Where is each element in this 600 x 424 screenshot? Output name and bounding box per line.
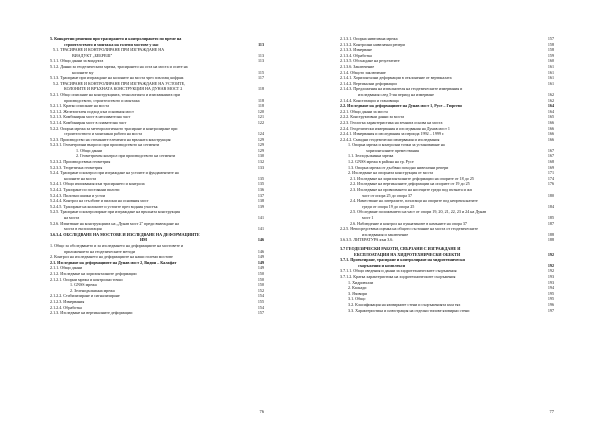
toc-entry-page: 167 (547, 153, 554, 159)
toc-entry (340, 237, 554, 243)
toc-entry-title: КОЛОНИТЕ И ВРЪХНАТА КОНСТРУКЦИЯ НА ДУНАВ МОСТ 2 (64, 86, 183, 92)
toc-entry-page: 158 (547, 41, 554, 47)
toc-entry-title: 5.2.5. Трасиране и контролиране при изграждане на връхната конструкция (50, 209, 180, 215)
toc-entry-title: 5.2.4.5. Трасиране на колоните и устоите през водния участък (50, 203, 158, 209)
toc-entry-title: 2.1.3.3. Измерване (340, 47, 372, 53)
toc-entry-title: колоните на моста (64, 175, 97, 181)
toc-entry-title: 2.1.4.2. Вертикални деформации (340, 80, 397, 86)
toc-entry-page: 171 (547, 170, 554, 176)
toc-entry-page: 166 (547, 131, 554, 137)
toc-entry-title: 2.1.4.3. Предложения на изпълнителя на геодезическите измервания и (340, 86, 463, 92)
toc-entry-title: мост 1 (362, 215, 374, 220)
toc-entry-page: 141 (257, 226, 264, 232)
toc-entry-page: 120 (257, 108, 264, 114)
toc-entry-page: 137 (257, 192, 264, 198)
toc-entry-page: 166 (547, 119, 554, 125)
toc-entry-page: 154 (257, 304, 264, 310)
toc-entry-title: 2.2. Изследване на вертикалните деформации на опорите от 19 до 25 (350, 181, 470, 187)
toc-entry (50, 310, 264, 316)
toc-entry-page: 118 (258, 86, 264, 92)
toc-entry-title: 2.1. Изследване на хоризонталните деформации на опорите от 18 до 25 (350, 175, 474, 181)
toc-entry-title: 5.2.3.3. Теоретична геометрия (50, 164, 103, 170)
toc-entry-title: на моста (64, 215, 80, 220)
toc-entry-page: 135 (257, 175, 264, 181)
toc-entry-title: 5.2.1. Общо описание на конструкцията, технологията и изискванията при (50, 91, 180, 97)
toc-entry-title: 2.1.3.6. Заключение (340, 63, 375, 69)
toc-entry-page: 192 (547, 268, 554, 274)
toc-entry-page: 192 (547, 262, 554, 268)
toc-entry-title: 2. Изследване на опорната конструкция от моста (348, 170, 434, 176)
toc-entry-title: 2.1.4.4. Констатации и становища (340, 97, 399, 103)
toc-entry-title: 5.1.1. Общи данни за виадукта (50, 58, 104, 64)
toc-entry-title: 5.2.1.3. Комбиниран мост в неплавателна част (50, 114, 131, 120)
toc-entry-title: хоризонталните премествания (366, 147, 419, 153)
toc-entry-title: 1. GNSS мрежа (70, 282, 97, 288)
toc-entry-title: 2.1.2.1. Опорни мрежа и контролни точки (50, 276, 123, 282)
toc-entry-page: 154 (257, 293, 264, 299)
toc-entry-page: 118 (258, 103, 264, 109)
toc-entry-page: 136 (257, 187, 264, 193)
toc-entry-page: 113 (258, 52, 264, 58)
toc-entry-title: 2.1.2.4. Обработка (50, 304, 82, 310)
toc-entry-page: 149 (257, 254, 264, 260)
toc-entry-title: 5.2.1.1. Кратко описание на моста (50, 103, 110, 109)
toc-entry-title: 1.1. Зелзодълкинна мрежа (348, 153, 394, 159)
page-number-right: 77 (549, 409, 554, 414)
toc-entry-page: 185 (547, 215, 554, 220)
toc-entry-page: 129 (257, 142, 264, 148)
toc-entry-title: съоръжения и комплекси (358, 262, 405, 268)
toc-entry-title: 1. Хидровъзли (348, 279, 374, 285)
toc-entry-title: 2. Зеленодълкинна мрежа (70, 287, 115, 293)
toc-entry-title: изследвания и заключение (362, 231, 409, 237)
toc-entry-page: 115 (258, 69, 264, 75)
toc-entry-title: 2.4. Наместване на латералите, плъзгащи на опорите под непрекъснатите (350, 198, 478, 204)
toc-entry-title: 2.5. Обследване положението на част от опори 19, 20, 21, 22, 23 и 24 на Дунав (350, 209, 487, 215)
toc-entry-page: 180 (547, 192, 554, 198)
toc-entry-page: 164 (547, 108, 554, 114)
toc-entry-title: 2. Каскади (348, 285, 367, 291)
toc-entry-page: 193 (547, 273, 554, 279)
toc-entry-title: 2.1.1. Общи данни (50, 265, 83, 271)
toc-entry-page: 176 (547, 181, 554, 187)
toc-entry-title: 3.1. Общо (348, 296, 366, 302)
toc-entry-title: 2.1. Изследване на деформациите на Дунав мост 2, Видин – Калафат (50, 259, 177, 265)
toc-entry-page: 157 (257, 310, 264, 316)
toc-entry-title: 3.6.3.4. ОБСЛЕДВАНЕ НА МОСТОВЕ И ИЗСЛЕДВАНЕ НА ДЕФОРМАЦИИТЕ (50, 231, 200, 237)
toc-entry-title: строителството и монтажни работи на моста (64, 131, 143, 137)
toc-entry-page: 188 (547, 231, 554, 237)
toc-entry-page: 161 (547, 80, 554, 86)
toc-entry-title: 1.2. GNSS мрежа в района на гр. Русе (348, 159, 414, 165)
toc-entry-page: 117 (258, 75, 264, 81)
toc-entry-page: 149 (257, 265, 264, 271)
toc-entry-title: 5.1.3. Трасиране при изграждане на колоните на моста чрез плъзгащ кофраж (50, 75, 184, 81)
toc-entry-title: 5.2. ТРАСИРАНЕ И КОНТРОЛИРАНЕ ПРИ ИЗГРАЖДАНЕ НА УСТОИТЕ, (53, 80, 186, 86)
toc-entry-page: 160 (547, 58, 554, 64)
toc-entry-page: 146 (257, 248, 264, 254)
toc-entry-page: 129 (257, 147, 264, 153)
toc-entry-page: 158 (547, 47, 554, 53)
toc-entry-title: 5.1. ТРАСИРАНЕ И КОНТРОЛИРАНЕ ПРИ ИЗГРАЖДАНЕ НА (53, 47, 165, 53)
toc-entry-title: 1. Опорна мрежа и контролни точки за установяване на (348, 142, 445, 148)
toc-entry-title: греди от опора 19 до опора 25 (362, 203, 415, 209)
toc-entry-title: 2.1.4.1. Хоризонтални деформации в отклонение от вертикалата (340, 75, 452, 81)
table-of-contents-right (300, 36, 600, 313)
toc-entry-page: 118 (258, 97, 264, 103)
toc-entry-page: 167 (547, 147, 554, 153)
toc-entry-title: 2.2.4.1. Измервания и изследвания за периода 1992 – 1999 г. (340, 131, 445, 137)
toc-entry-title: 5.2.3.1. Геометрични въпроси при производството на сегменти (50, 142, 160, 148)
toc-entry-title: 3.2. Класификация на язовирните стени и съоръженията към тях (348, 301, 461, 307)
toc-entry-title: 1.3. Опорна мрежа от дъсбвки походно нивелачни репери (348, 164, 449, 170)
toc-entry-page: 194 (547, 285, 554, 291)
toc-entry-page: 150 (257, 282, 264, 288)
toc-entry-title: строителството и монтажа на големи мостове у нас (64, 41, 159, 47)
toc-entry-page: 174 (547, 175, 554, 181)
toc-entry-title: 2.2.1. Общи данни за моста (340, 108, 388, 114)
toc-entry-page: 146 (257, 237, 264, 243)
toc-entry-title: 2.1.3.1. Опорна нивелачна мрежа (340, 36, 398, 41)
toc-entry-title: 2.1.2.3. Измервания (50, 298, 85, 304)
toc-entry-page: 155 (257, 298, 264, 304)
toc-entry-page: 161 (547, 69, 554, 75)
toc-entry-page: 162 (547, 91, 554, 97)
toc-entry-title: 3.7.1.2. Кратка характеристика на хидротехническите съоръжения (340, 273, 456, 279)
toc-entry-page: 193 (547, 279, 554, 285)
toc-entry-page: 159 (547, 52, 554, 58)
toc-entry-title: 5.2.3. Производство на стоманите елементи на връхната конструкция (50, 136, 171, 142)
toc-entry-page: 195 (547, 290, 554, 296)
toc-entry-page: 164 (547, 103, 554, 109)
toc-entry-title: 2.1.4. Общото заключение (340, 69, 386, 75)
toc-entry-page: 188 (547, 237, 554, 243)
toc-entry-page: 161 (547, 63, 554, 69)
toc-entry-title: 2.1.3.2. Контролни нивелачни репери (340, 41, 405, 47)
toc-entry-title: 5.2.4. Трасиране и контрол при изграждане на устоите и фундаментите на (50, 170, 179, 176)
right-page (300, 0, 600, 424)
toc-entry-page: 161 (547, 75, 554, 81)
toc-entry-title: 5.2.2. Опорна мрежа за метеорологичното трасиране и контролиране при (50, 125, 178, 131)
toc-entry-title: производството, строителството и монтажа (64, 97, 140, 103)
toc-entry-page: 149 (257, 259, 264, 265)
toc-entry-title: 2.1.2.2. Стабилизиране и сигнализиране (50, 293, 120, 299)
toc-entry-title: 5.1.2. Данни за геодезическата мрежа, трасирането на оста на моста и осите на (50, 63, 188, 69)
toc-entry-title: 5.2.1.4. Комбиниран мост в плавателна част (50, 119, 127, 125)
toc-entry-page: 113 (258, 41, 264, 47)
toc-entry-title: 3.7.1. Проектиране, трасиране и контролиране на хидротехнически (340, 257, 465, 263)
toc-entry-title: 5. Конкретни решения при трасирането и контролирането по време на (50, 36, 182, 41)
toc-entry-page: 197 (547, 307, 554, 313)
toc-entry-title: 5.2.4.2. Трасиране по постоянни пилоти (50, 187, 120, 193)
toc-entry-title: 5.2.4.4. Контрол на стълбове и пилони на основния мост (50, 198, 149, 204)
toc-entry-title: приложението на геодезическите методи (64, 248, 136, 254)
toc-entry-title: 2. Контрол на изследването на деформациите на наши големи мостове (50, 254, 173, 260)
toc-entry-page: 152 (257, 287, 264, 293)
toc-entry-title: 5.2.4.3. Пилотни шапки и устои (50, 192, 106, 198)
toc-entry-page: 168 (547, 159, 554, 165)
toc-entry-title: моста в експлоатация (64, 226, 102, 232)
toc-entry-title: 5.2.4.1. Общи изисквания към трасирането и контрола (50, 181, 145, 187)
toc-entry-title: 2.2. Изследване на деформациите на Дунав мост 1, Русе – Гюргево (340, 103, 463, 109)
toc-entry-title: 1. Общи данни (76, 147, 102, 153)
toc-entry-page: 157 (547, 36, 554, 41)
toc-entry-title: 2.6. Наблюдение и контрол на пукнатините в камъните на опора 37 (350, 220, 467, 226)
toc-entry-title: част от опора 25 до опора 37 (362, 192, 413, 198)
toc-entry-page: 165 (547, 114, 554, 120)
toc-entry-title: 5.2.6. Изпитване на конструкцията на „Дунав мост 2" преди въвеждане на (50, 220, 179, 226)
toc-entry-page: 166 (547, 125, 554, 131)
toc-entry-page: 124 (257, 131, 264, 137)
page-number-left: 76 (259, 409, 264, 414)
toc-entry-page: 196 (547, 301, 554, 307)
toc-entry-page: 187 (547, 220, 554, 226)
toc-entry-title: ВИАДУКТ „БЕБРЕШ" (72, 52, 113, 58)
toc-entry (340, 308, 554, 314)
toc-entry-title: 3. Язовири (348, 290, 367, 296)
toc-entry-title: 3.7 ГЕОДЕЗИЧЕСКИ РАБОТИ, СВЪРЗАНИ С ИЗГРАЖДАНЕ И (340, 245, 461, 251)
toc-entry-title: 2.2.4. Геодезически измервания и изследвания на Дунав мост 1 (340, 125, 450, 131)
toc-entry-title: 5.2.1.2. Железопътен подход към основния мост (50, 108, 134, 114)
toc-entry-title: 2.1.3.4. Обработка (340, 52, 372, 58)
toc-entry-title: 1. Общо за обследването и за изследването на деформациите на мостовете и (50, 242, 184, 248)
toc-entry-title: 2.2.4.2. Съвадни геодезически измервания и изследвания (340, 136, 440, 142)
toc-entry-page: 129 (257, 136, 264, 142)
toc-entry-title: 3.6.3.5. ЛИТЕРАТУРА към 3.6. (340, 237, 394, 243)
toc-entry-page: 192 (547, 251, 554, 257)
toc-entry-title: колоните му (72, 69, 94, 75)
toc-entry-title: ИМ (140, 237, 148, 243)
toc-entry-page: 132 (257, 159, 264, 165)
toc-entry-title: 2.2.3. Геологка характеристика на земната основа на моста (340, 119, 443, 125)
toc-entry-title: 2.2.5. Непосредствена оценка на общото състояние на моста от геодезическите (340, 226, 478, 232)
toc-entry-title: 2.1.3. Изследване на вертикалните деформации (50, 310, 133, 316)
toc-entry-title: 2.3. Изследване на провисването на носещите греди под пътната и жп (350, 187, 472, 193)
toc-entry-page: 166 (547, 136, 554, 142)
table-of-contents-left (0, 36, 300, 316)
toc-entry-title: 3.3. Характеристика и илюстрация на отделни типове язовирни стени (348, 307, 470, 313)
toc-entry-page: 113 (258, 58, 264, 64)
toc-entry-page: 150 (257, 276, 264, 282)
toc-entry-title: 2. Геометричен контрол при производството на сегменти (76, 153, 176, 159)
toc-entry-title: 3.7.1.1. Общи сведения и данни за хидротехническите съоръжения (340, 268, 457, 274)
toc-entry-title: 2.1.2. Изследване на хоризонталните деформации (50, 270, 137, 276)
toc-entry-page: 130 (257, 153, 264, 159)
toc-entry-title: 2.2.2. Конструктивни данни за моста (340, 114, 405, 120)
toc-entry-title: 2.1.3.5. Обсъждане на резултатите (340, 58, 400, 64)
toc-entry-page: 121 (257, 114, 264, 120)
toc-entry-page: 138 (257, 198, 264, 204)
toc-entry-page: 141 (257, 215, 264, 220)
toc-entry-page: 135 (257, 181, 264, 187)
toc-entry-page: 139 (257, 203, 264, 209)
toc-entry-page: 150 (257, 270, 264, 276)
toc-entry-page: 169 (547, 164, 554, 170)
toc-entry-page: 133 (257, 164, 264, 170)
toc-entry-title: ЕКСПЛОАТАЦИЯ НА ХИДРОТЕХНИЧЕСКИ ОБЕКТИ (354, 251, 461, 257)
toc-entry-page: 162 (547, 97, 554, 103)
toc-entry-title: изследвания след 5-ия период на измерване (358, 91, 434, 97)
toc-entry-page: 195 (547, 296, 554, 302)
toc-entry-title: 5.2.3.2. Производствена геометрия (50, 159, 111, 165)
toc-entry-page: 122 (257, 119, 264, 125)
toc-entry-page: 184 (547, 203, 554, 209)
